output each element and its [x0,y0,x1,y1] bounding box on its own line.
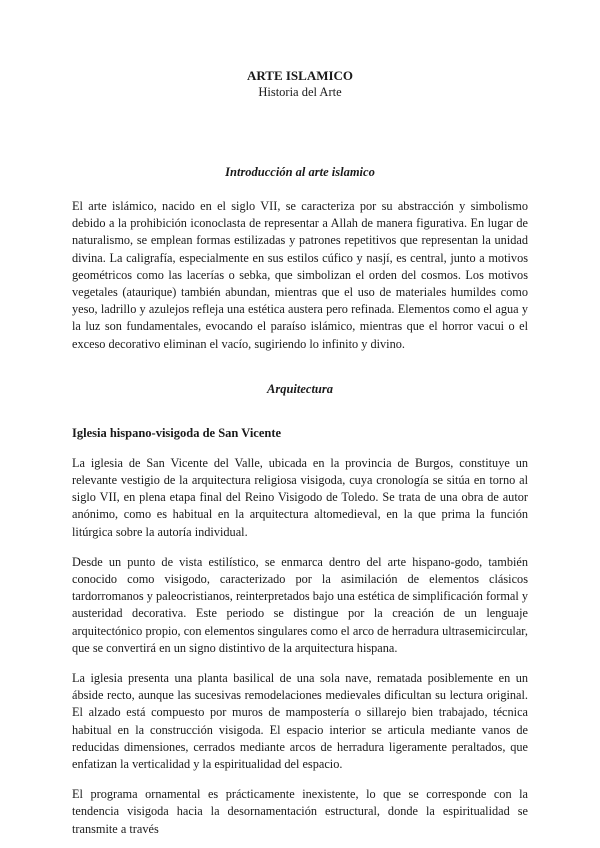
architecture-paragraph: La iglesia de San Vicente del Valle, ubicada en la provincia de Burgos, constituye un relevante vestigio de la arquitectura religiosa visigoda, cuya cronología se sitúa en torno al siglo VII, en plena etapa final del Reino Visigodo de Toledo. Se trata de una obra de autor anónimo, como es habitual en la arquitectura altomedieval, en la que prima la función litúrgica sobre la autoría individual. [72,455,528,539]
architecture-paragraph: Desde un punto de vista estilístico, se enmarca dentro del arte hispano-godo, también conocido como visigodo, caracterizado por la asimilación de elementos clásicos tardorromanos y paleocristianos, reinterpretados bajo una estética de simplificación formal y austeridad decorativa. Este periodo se distingue por la creación de un lenguaje arquitectónico propio, con elementos singulares como el arco de herradura ultrasemicircular, que se convertirá en un signo distintivo de la arquitectura hispana. [72,554,528,655]
document-page [72,68,528,838]
architecture-paragraph: La iglesia presenta una planta basilical de una sola nave, rematada posiblemente en un ábside recto, aunque las sucesivas remodelaciones medievales dificultan su lectura original. El alzado está compuesto por muros de mampostería o sillarejo bien trabajado, técnica habitual en la construcción visigoda. El espacio interior se articula mediante vanos de reducidas dimensiones, cerrados mediante arcos de herradura ligeramente peraltados, que enfatizan la verticalidad y la espiritualidad del espacio. [72,671,528,772]
section-heading-architecture: Arquitectura [267,381,333,396]
document-subtitle: Historia del Arte [258,85,342,99]
document-title: ARTE ISLAMICO [246,68,354,83]
section-heading-intro: Introducción al arte islamico [225,165,375,179]
subheading-san-vicente: Iglesia hispano-visigoda de San Vicente [72,425,282,440]
architecture-paragraph: El programa ornamental es prácticamente inexistente, lo que se corresponde con la tendencia visigoda hacia la desornamentación estructural, donde la espiritualidad se transmite a través [72,787,528,836]
intro-paragraph: El arte islámico, nacido en el siglo VII, se caracteriza por su abstracción y simbolismo debido a la prohibición iconoclasta de representar a Allah de manera figurativa. En lugar de naturalismo, se emplean formas estilizadas y patrones repetitivos que representan la unidad divina. La caligrafía, especialmente en sus estilos cúfico y nasjí, es central, junto a motivos geométricos como las lacerías o sebka, que simbolizan el orden del cosmos. Los motivos vegetales (ataurique) también abundan, mientras que el uso de materiales humildes como yeso, ladrillo y azulejos refleja una estética austera pero refinada. Elementos como el agua y la luz son fundamentales, evocando el paraíso islámico, mientras que el horror vacui o el exceso decorativo eliminan el vacío, sugiriendo lo infinito y divino. [72,199,528,351]
